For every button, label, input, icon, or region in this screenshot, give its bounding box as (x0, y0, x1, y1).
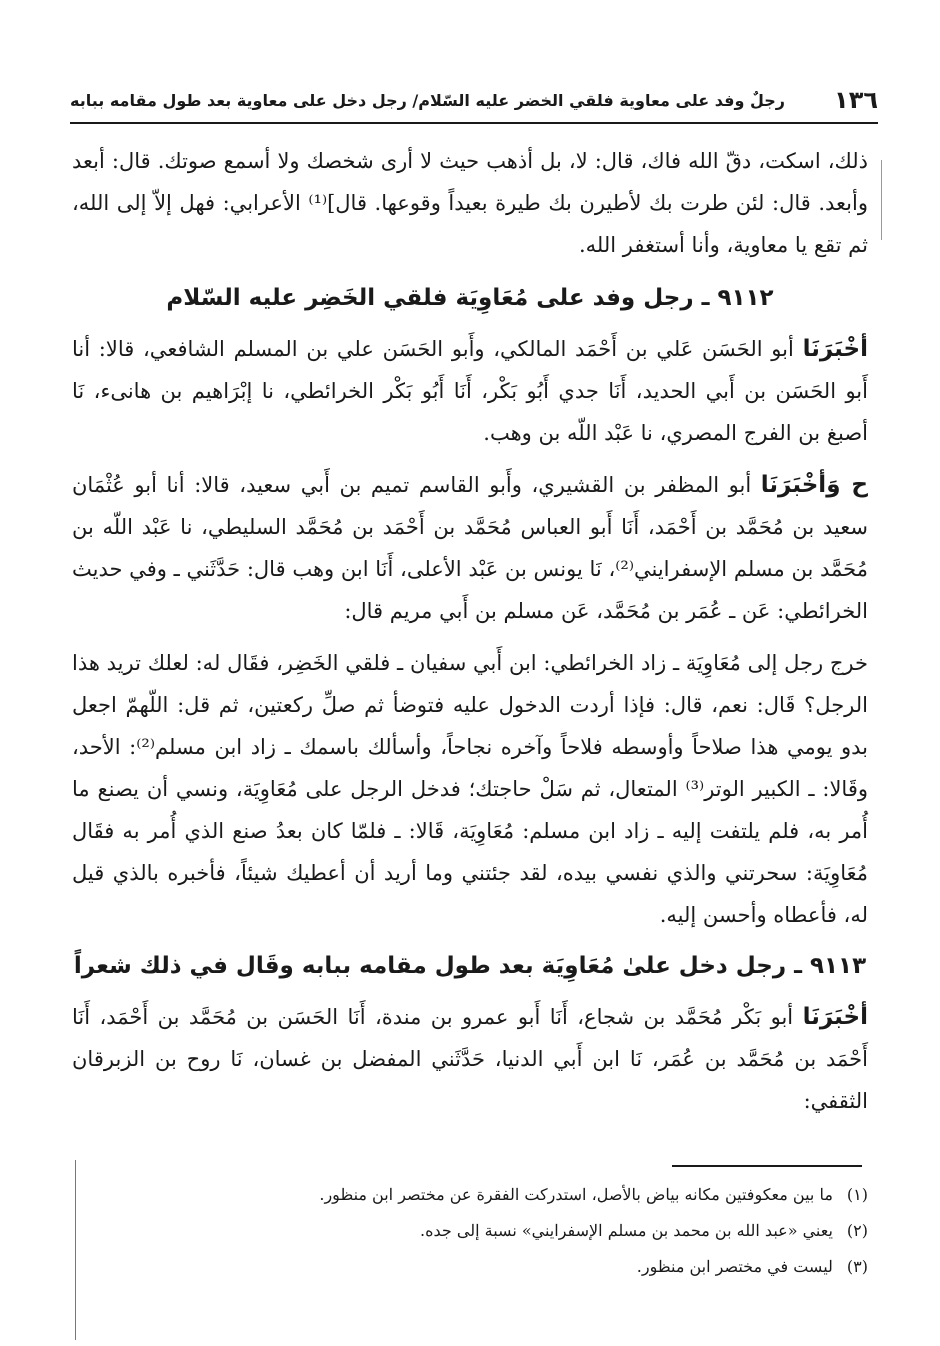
footnote-3 (120, 1252, 868, 1282)
page-number: ١٣٦ (834, 86, 878, 114)
keyword-wa-akhbarana: ح وَأخْبَرَنَا (760, 472, 868, 498)
paragraph-isnad-3-text: أبو بَكْر مُحَمَّد بن شجاع، أَنَا أَبو عمرو بن مندة، أَنَا الحَسَن بن مُحَمَّد بن أَحْمَد، أَنَا أَحْمَد بن مُحَمَّد بن عُمَر، نَا ابن أَبي الدنيا، حَدَّثَني المفضل بن غسان، نَا روح بن الزبرقان الثقفي: (72, 1005, 868, 1113)
footnote-text: يعني «عبد الله بن محمد بن مسلم الإسفرايني» نسبة إلى جده. (420, 1221, 833, 1240)
footnote-separator (672, 1165, 862, 1167)
section-heading-9113: ٩١١٣ ـ رجل دخل علىٰ مُعَاوِيَة بعد طول مقامه ببابه وقَال في ذلك شعراً (73, 953, 867, 979)
running-header (70, 78, 878, 124)
keyword-akhbarana-2: أخْبَرَنَا (802, 1004, 868, 1030)
footnote-text: ليست في مختصر ابن منظور. (636, 1257, 833, 1276)
paragraph-isnad-2-text: أبو المظفر بن القشيري، وأَبو القاسم تميم بن أَبي سعيد، قالا: أنا أبو عُثْمَان سعيد بن مُحَمَّد بن أَحْمَد، أَنَا أَبو العباس مُحَمَّد بن أَحْمَد بن مُحَمَّد السليطي، نا عَبْد اللّه بن مُحَمَّد بن مسلم الإسفرايني⁽²⁾، نَا يونس بن عَبْد الأعلى، أَنَا ابن وهب قال: حَدَّثَني ـ وفي حديث الخرائطي: عَن ـ عُمَر بن مُحَمَّد، عَن مسلم بن أَبي مريم قال: (72, 473, 868, 623)
footnote-2 (120, 1216, 868, 1246)
footnote-number: (١) (846, 1185, 868, 1204)
paragraph-narration: خرج رجل إلى مُعَاوِيَة ـ زاد الخرائطي: ابن أَبي سفيان ـ فلقي الخَضِر، فقَال له: لعلك تريد هذا الرجل؟ قَال: نعم، قال: فإذا أردت الدخول عليه فتوضأ ثم صلِّ ركعتين، ثم قل: اللّهمّ اجعل بدو يومي هذا صلاحاً وأوسطه فلاحاً وآخره نجاحاً، وأسألك باسمك ـ زاد ابن مسلم⁽²⁾: الأحد، وقَالا: ـ الكبير الوتر⁽³⁾ المتعال، ثم سَلْ حاجتك؛ فدخل الرجل على مُعَاوِيَة، ونسي أن يصنع ما أُمر به، فلم يلتفت إليه ـ زاد ابن مسلم: مُعَاوِيَة، قَالا: ـ فلمّا كان بعدُ صنع الذي أُمر به فقَال مُعَاوِيَة: سحرتني والذي نفسي بيده، لقد جئتني وما أريد أن أعطيك شيئاً، فأخبره بالذي قيل له، فأعطاه وأحسن إليه. (72, 651, 869, 927)
paragraph-isnad-3 (72, 996, 868, 1122)
section-heading-9112: ٩١١٢ ـ رجل وفد على مُعَاوِيَة فلقي الخَضِر عليه السّلام (166, 285, 774, 311)
main-text (72, 140, 868, 1122)
footnotes (120, 1180, 868, 1288)
running-title: رجلٌ وفد على معاوية فلقي الخضر عليه السّلام/ رجل دخل على معاوية بعد طول مقامه ببابه (70, 90, 785, 110)
footnote-number: (٣) (846, 1257, 868, 1276)
footnote-text: ما بين معكوفتين مكانه بياض بالأصل، استدركت الفقرة عن مختصر ابن منظور. (319, 1185, 833, 1204)
paragraph-isnad-2 (72, 464, 868, 632)
footnote-number: (٢) (846, 1221, 868, 1240)
paragraph-isnad-1 (72, 328, 868, 454)
paragraph-continuation: ذلك، اسكت، دقّ الله فاك، قال: لا، بل أذهب حيث لا أرى شخصك ولا أسمع صوتك. قال: أبعد وأبعد. قال: لئن طرت بك لأطيرن بك طيرة بعيداً وقوعها. قال]⁽¹⁾ الأعرابي: فهل إلاّ إلى الله، ثم تقع يا معاوية، وأنا أستغفر الله. (72, 149, 868, 257)
paragraph-isnad-1-text: أبو الحَسَن عَلي بن أَحْمَد المالكي، وأَبو الحَسَن علي بن المسلم الشافعي، قالا: أنا أَبو الحَسَن بن أَبي الحديد، أَنَا جدي أَبُو بَكْر، أَنَا أَبُو بَكْر الخرائطي، نا إبْرَاهيم بن هانىء، نَا أصبغ بن الفرج المصري، نا عَبْد اللّه بن وهب. (72, 337, 868, 445)
scan-margin-line (75, 1160, 76, 1340)
margin-line (881, 160, 882, 240)
keyword-akhbarana: أخْبَرَنَا (802, 336, 868, 362)
footnote-1 (120, 1180, 868, 1210)
